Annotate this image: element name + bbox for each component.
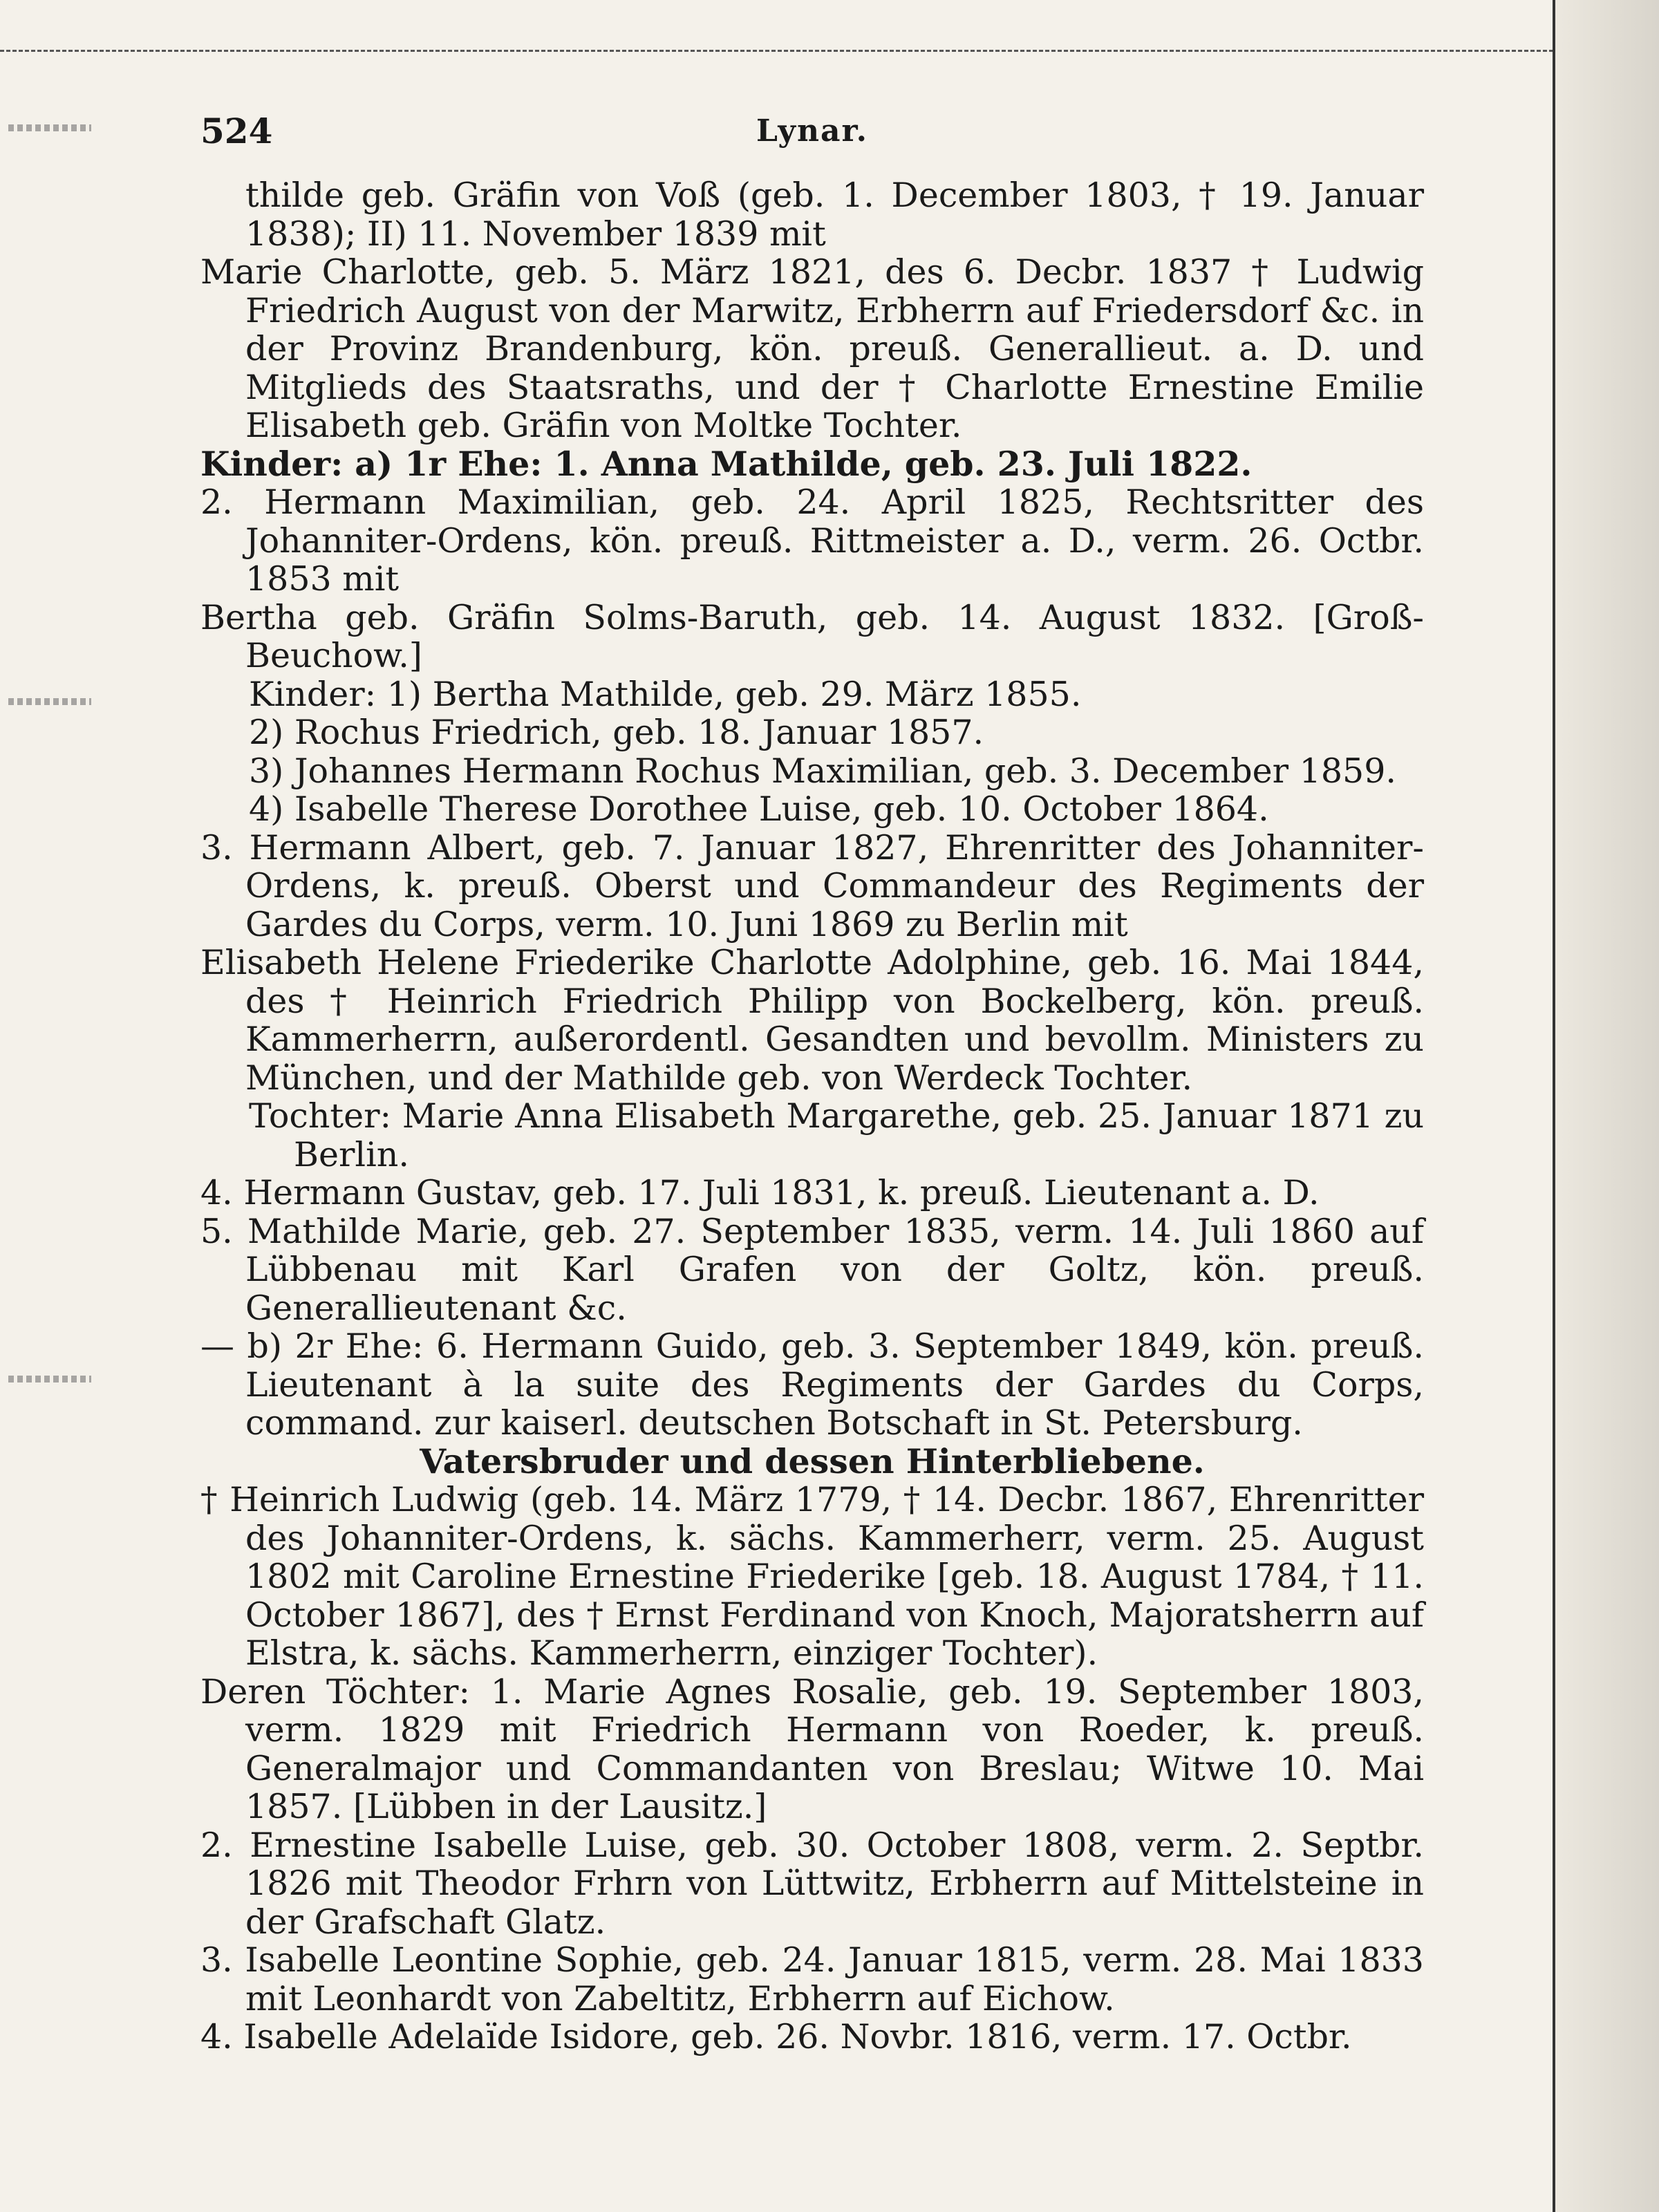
grandchild-entry: Tochter: Marie Anna Elisabeth Margarethe, geb. 25. Januar 1871 zu Berlin. [249, 1096, 1424, 1174]
grandchild-entry: 2) Rochus Friedrich, geb. 18. Januar 1857. [249, 713, 984, 752]
top-edge-line [0, 50, 1659, 52]
uncle-entry: † Heinrich Ludwig (geb. 14. März 1779, † 14. Decbr. 1867, Ehrenritter des Johanniter-Ordens, k. sächs. Kammerherr, verm. 25. August 1802 mit Caroline Ernestine Friederike [geb. 18. August 1784, † 11. October 1867], des † Ernst Ferdinand von Knoch, Majoratsherrn auf Elstra, k. sächs. Kammerherrn, einziger Tochter). [200, 1480, 1424, 1673]
child-entry: — b) 2r Ehe: 6. Hermann Guido, geb. 3. September 1849, kön. preuß. Lieutenant à la suite des Regiments der Gardes du Corps, command. zur kaiserl. deutschen Botschaft in St. Petersburg. [200, 1327, 1424, 1443]
grandchild-entry: 4) Isabelle Therese Dorothee Luise, geb. 10. October 1864. [249, 789, 1269, 829]
child-entry: 2. Hermann Maximilian, geb. 24. April 1825, Rechtsritter des Johanniter-Ordens, kön. preuß. Rittmeister a. D., verm. 26. Octbr. 1853 mit [200, 482, 1424, 599]
daughter-entry: 4. Isabelle Adelaïde Isidore, geb. 26. Novbr. 1816, verm. 17. Octbr. [200, 2017, 1352, 2056]
facing-page-edge [1553, 0, 1659, 2212]
margin-bleed [8, 1376, 91, 1382]
page-number: 524 [200, 111, 273, 151]
child-entry: 4. Hermann Gustav, geb. 17. Juli 1831, k. preuß. Lieutenant a. D. [200, 1173, 1320, 1212]
grandchild-entry: 3) Johannes Hermann Rochus Maximilian, geb. 3. December 1859. [249, 751, 1396, 791]
section-heading: Vatersbruder und dessen Hinterbliebene. [420, 1441, 1205, 1481]
child-entry: 3. Hermann Albert, geb. 7. Januar 1827, Ehrenritter des Johanniter-Ordens, k. preuß. Oberst und Commandeur des Regiments der Gardes du Corps, verm. 10. Juni 1869 zu Berlin mit [200, 827, 1424, 944]
spouse-entry: Marie Charlotte, geb. 5. März 1821, des 6. Decbr. 1837 † Ludwig Friedrich August von der Marwitz, Erbherrn auf Friedersdorf &c. in der Provinz Brandenburg, kön. preuß. Generallieut. a. D. und Mitglieds des Staatsraths, und der † Charlotte Ernestine Emilie Elisabeth geb. Gräfin von Moltke Tochter. [200, 252, 1424, 445]
daughter-entry: 2. Ernestine Isabelle Luise, geb. 30. October 1808, verm. 2. Septbr. 1826 mit Theodor Frhrn von Lüttwitz, Erbherrn auf Mittelsteine in der Grafschaft Glatz. [200, 1825, 1424, 1942]
genealogy-text [200, 176, 1424, 2056]
daughter-entry: 3. Isabelle Leontine Sophie, geb. 24. Januar 1815, verm. 28. Mai 1833 mit Leonhardt von Zabeltitz, Erbherrn auf Eichow. [200, 1940, 1424, 2018]
child-entry: 5. Mathilde Marie, geb. 27. September 1835, verm. 14. Juli 1860 auf Lübbenau mit Karl Grafen von der Goltz, kön. preuß. Generallieutenant &c. [200, 1211, 1424, 1328]
running-head: Lynar. [756, 113, 868, 149]
text-line: thilde geb. Gräfin von Voß (geb. 1. December 1803, † 19. Januar 1838); II) 11. November 1839 mit [245, 176, 1424, 254]
page-header [200, 111, 1424, 159]
grandchildren-heading: Kinder: 1) Bertha Mathilde, geb. 29. März 1855. [249, 674, 1082, 714]
children-heading: Kinder: a) 1r Ehe: 1. Anna Mathilde, geb. 23. Juli 1822. [200, 443, 1253, 484]
spouse-entry: Bertha geb. Gräfin Solms-Baruth, geb. 14. August 1832. [Groß-Beuchow.] [200, 597, 1424, 675]
daughters-entry: Deren Töchter: 1. Marie Agnes Rosalie, geb. 19. September 1803, verm. 1829 mit Friedrich Hermann von Roeder, k. preuß. Generalmajor und Commandanten von Breslau; Witwe 10. Mai 1857. [Lübben in der Lausitz.] [200, 1671, 1424, 1826]
margin-bleed [8, 124, 91, 131]
spouse-entry: Elisabeth Helene Friederike Charlotte Adolphine, geb. 16. Mai 1844, des † Heinrich Friedrich Philipp von Bockelberg, kön. preuß. Kammerherrn, außerordentl. Gesandten und bevollm. Ministers zu München, und der Mathilde geb. von Werdeck Tochter. [200, 943, 1424, 1098]
margin-bleed [8, 698, 91, 705]
